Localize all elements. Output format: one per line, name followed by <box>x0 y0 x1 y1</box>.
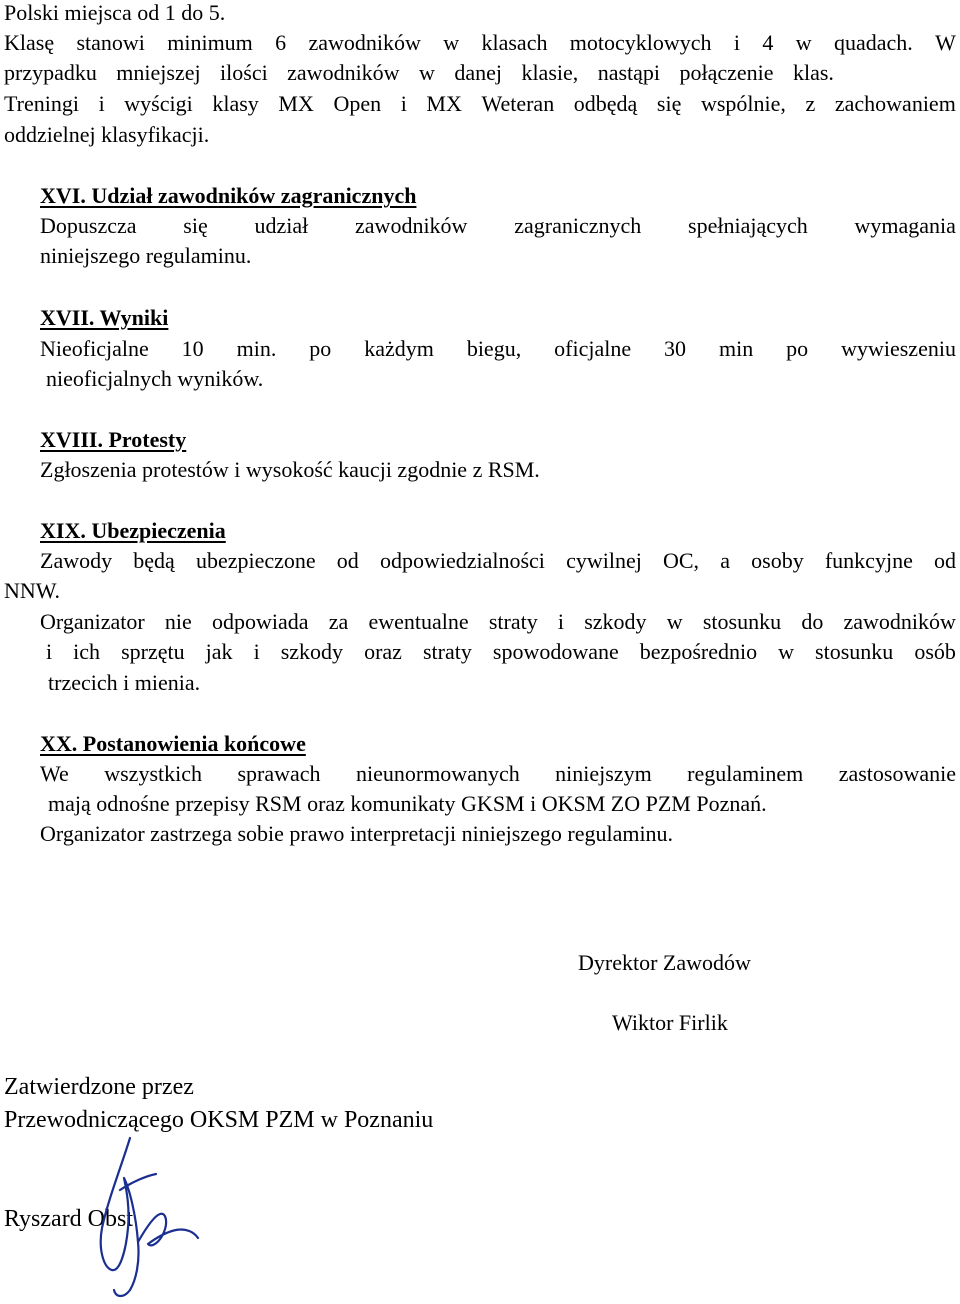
word: oraz <box>364 639 402 664</box>
word: do <box>801 609 824 634</box>
intro-paragraph-2-line-1 <box>4 93 956 115</box>
word: zagranicznych <box>514 213 642 238</box>
word: za <box>328 609 349 634</box>
word: wyścigi <box>124 91 193 116</box>
section-xix-line-4 <box>46 641 956 663</box>
word: OC, <box>663 548 700 573</box>
word: zastosowanie <box>838 761 956 786</box>
word: Weteran <box>481 91 555 116</box>
section-xx-line-3: Organizator zastrzega sobie prawo interpretacji niniejszego regulaminu. <box>40 821 674 846</box>
word: Open <box>333 91 382 116</box>
word: i <box>98 91 105 116</box>
word: ubezpieczone <box>195 548 316 573</box>
word: odbędą <box>573 91 638 116</box>
word: sprawach <box>237 761 321 786</box>
word: jak <box>205 639 233 664</box>
section-xix-line-1 <box>40 550 956 572</box>
section-heading-xviii: XVIII. Protesty <box>40 427 187 452</box>
word: min <box>718 336 754 361</box>
approval-signer-name: Ryszard Obst <box>4 1206 134 1232</box>
word: Dopuszcza <box>40 213 137 238</box>
word: oficjalne <box>554 336 632 361</box>
word: We <box>40 761 69 786</box>
word: a <box>720 548 730 573</box>
section-xviii-line: Zgłoszenia protestów i wysokość kaucji zgodnie z RSM. <box>40 457 540 482</box>
word: W <box>935 30 956 55</box>
word: klasach <box>481 30 548 55</box>
word: się <box>183 213 208 238</box>
word: i <box>46 639 53 664</box>
section-xx-line-2: mają odnośne przepisy RSM oraz komunikaty GKSM i OKSM ZO PZM Poznań. <box>48 791 767 816</box>
word: 4 <box>762 30 774 55</box>
word: Zawody <box>40 548 113 573</box>
approval-line-1: Zatwierdzone przez <box>4 1074 194 1100</box>
intro-paragraph-1-line-1 <box>4 32 956 54</box>
word: każdym <box>364 336 434 361</box>
word: cywilnej <box>566 548 642 573</box>
word: spełniających <box>688 213 808 238</box>
word: osoby <box>751 548 804 573</box>
intro-paragraph-1-line-2 <box>4 62 834 84</box>
word: min. <box>236 336 277 361</box>
word: zawodników <box>308 30 421 55</box>
word: udział <box>254 213 309 238</box>
word: nastąpi <box>597 60 661 85</box>
word: i <box>400 91 407 116</box>
section-xvii-line-2: nieoficjalnych wyników. <box>46 366 264 391</box>
section-heading-xvii: XVII. Wyniki <box>40 305 169 330</box>
word: osób <box>914 639 956 664</box>
word: zawodników <box>355 213 468 238</box>
word: przypadku <box>4 60 97 85</box>
section-heading-xix: XIX. Ubezpieczenia <box>40 518 226 543</box>
section-xix-line-3 <box>40 611 956 633</box>
word: klas. <box>792 60 834 85</box>
word: wywieszeniu <box>841 336 956 361</box>
section-xx-line-1 <box>40 763 956 785</box>
word: straty <box>422 639 472 664</box>
word: w <box>795 30 812 55</box>
word: szkody <box>584 609 647 634</box>
word: zawodników <box>843 609 956 634</box>
word: klasy <box>212 91 259 116</box>
intro-line: Polski miejsca od 1 do 5. <box>4 0 226 25</box>
section-xvi-line-1 <box>40 215 956 237</box>
word: po <box>786 336 809 361</box>
word: sprzętu <box>121 639 185 664</box>
word: spowodowane <box>492 639 619 664</box>
word: odpowiada <box>211 609 309 634</box>
word: mniejszej <box>116 60 201 85</box>
word: MX <box>278 91 314 116</box>
word: Klasę <box>4 30 55 55</box>
word: Nieoficjalne <box>40 336 149 361</box>
word: straty <box>488 609 538 634</box>
word: klasie, <box>521 60 579 85</box>
word: bezpośrednio <box>639 639 758 664</box>
word: zachowaniem <box>834 91 956 116</box>
word: ilości <box>220 60 268 85</box>
word: szkody <box>280 639 344 664</box>
word: wymagania <box>854 213 956 238</box>
word: w <box>666 609 683 634</box>
word: stanowi <box>76 30 145 55</box>
word: w <box>443 30 460 55</box>
word: ich <box>73 639 101 664</box>
word: po <box>309 336 332 361</box>
word: ewentualne <box>368 609 469 634</box>
handwritten-signature <box>90 1130 200 1304</box>
word: wszystkich <box>104 761 202 786</box>
approval-line-2: Przewodniczącego OKSM PZM w Poznaniu <box>4 1107 434 1133</box>
word: i <box>557 609 565 634</box>
section-xvi-line-2: niniejszego regulaminu. <box>40 243 252 268</box>
word: i <box>733 30 741 55</box>
section-heading-xvi: XVI. Udział zawodników zagranicznych <box>40 183 417 208</box>
word: zawodników <box>287 60 400 85</box>
word: 10 <box>181 336 204 361</box>
word: regulaminem <box>687 761 804 786</box>
word: w <box>778 639 795 664</box>
word: biegu, <box>466 336 522 361</box>
word: niniejszym <box>555 761 652 786</box>
director-title: Dyrektor Zawodów <box>578 950 751 975</box>
word: nie <box>164 609 192 634</box>
word: z <box>805 91 816 116</box>
word: w <box>419 60 435 85</box>
word: MX <box>426 91 462 116</box>
word: połączenie <box>679 60 774 85</box>
intro-paragraph-2-line-2: oddzielnej klasyfikacji. <box>4 122 210 147</box>
word: się <box>656 91 682 116</box>
word: quadach. <box>833 30 913 55</box>
word: 30 <box>664 336 687 361</box>
word: Treningi <box>4 91 79 116</box>
word: odpowiedzialności <box>379 548 545 573</box>
word: 6 <box>275 30 287 55</box>
section-xix-line-2: NNW. <box>4 578 61 603</box>
word: funkcyjne <box>824 548 913 573</box>
word: będą <box>133 548 175 573</box>
word: i <box>253 639 260 664</box>
word: minimum <box>167 30 253 55</box>
director-name: Wiktor Firlik <box>612 1010 728 1035</box>
word: danej <box>454 60 502 85</box>
word: wspólnie, <box>700 91 786 116</box>
word: od <box>933 548 956 573</box>
word: motocyklowych <box>569 30 712 55</box>
section-heading-xx: XX. Postanowienia końcowe <box>40 731 306 756</box>
word: stosunku <box>815 639 894 664</box>
word: stosunku <box>702 609 782 634</box>
word: od <box>336 548 359 573</box>
section-xix-line-5: trzecich i mienia. <box>48 670 201 695</box>
word: nieunormowanych <box>355 761 520 786</box>
section-xvii-line-1 <box>40 338 956 360</box>
word: Organizator <box>40 609 145 634</box>
